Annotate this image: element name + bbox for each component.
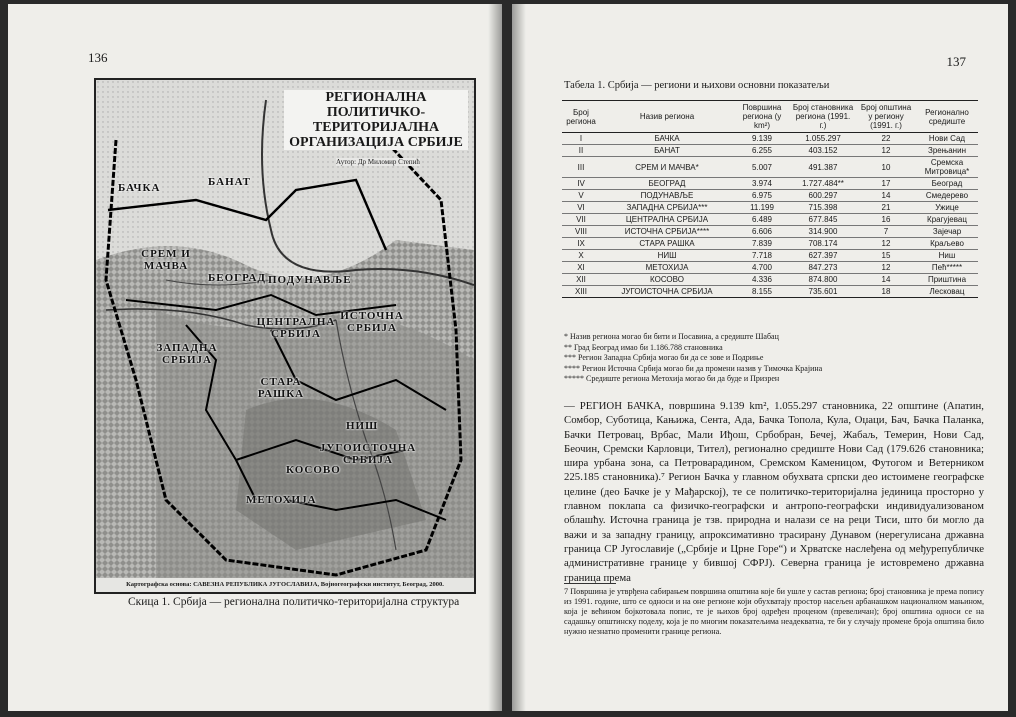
map-footer: Картографска основа: САВЕЗНА РЕПУБЛИКА ЈУГОСЛАВИЈА, Војногеографски институт, Београд, 2000.: [96, 578, 474, 592]
table-cell: ЦЕНТРАЛНА СРБИЈА: [600, 214, 734, 226]
table-cell: VII: [562, 214, 600, 226]
table-cell: 14: [856, 190, 916, 202]
table-cell: 18: [856, 286, 916, 298]
table-cell: 677.845: [790, 214, 856, 226]
table-row: [562, 226, 978, 238]
region-label-srem-macva: СРЕМ И МАЧВА: [141, 248, 191, 272]
table-cell: 627.397: [790, 250, 856, 262]
table-row: [562, 286, 978, 298]
map-title-line: ПОЛИТИЧКО-ТЕРИТОРИЈАЛНА: [312, 105, 440, 135]
table-row: [562, 250, 978, 262]
table-row: [562, 145, 978, 157]
table-cell: 5.007: [734, 157, 790, 178]
table-cell: 15: [856, 250, 916, 262]
table-cell: 4.700: [734, 262, 790, 274]
region-label-kosovo: КОСОВО: [286, 464, 341, 476]
table-cell: 600.297: [790, 190, 856, 202]
region-label-stara-raska: СТАРА РАШКА: [257, 376, 305, 400]
table-cell: 491.387: [790, 157, 856, 178]
table-cell: 9.139: [734, 133, 790, 145]
table-cell: 6.606: [734, 226, 790, 238]
table-cell: 14: [856, 274, 916, 286]
table-cell: XIII: [562, 286, 600, 298]
table-header-cell: Површина региона (у km²): [734, 101, 790, 133]
table-cell: 715.398: [790, 202, 856, 214]
table-cell: 4.336: [734, 274, 790, 286]
table-cell: 17: [856, 178, 916, 190]
table-cell: ИСТОЧНА СРБИЈА****: [600, 226, 734, 238]
table-cell: III: [562, 157, 600, 178]
table-cell: Приштина: [916, 274, 978, 286]
region-label-banat: БАНАТ: [208, 176, 251, 188]
region-label-backa: БАЧКА: [118, 182, 161, 194]
table-cell: 8.155: [734, 286, 790, 298]
table-cell: X: [562, 250, 600, 262]
table-header-cell: Број становника региона (1991. г.): [790, 101, 856, 133]
table-cell: 6.975: [734, 190, 790, 202]
table-title: Табела 1. Србија — региони и њихови основни показатељи: [564, 80, 830, 91]
page-number: 136: [88, 50, 108, 65]
table-cell: VI: [562, 202, 600, 214]
page-number: 137: [946, 54, 966, 69]
page-gutter-shadow: [488, 4, 502, 711]
table-note: ** Град Београд имао би 1.186.788 становника: [564, 342, 723, 352]
table-cell: Пећ*****: [916, 262, 978, 274]
region-label-jugoistocna-srbija: ЈУГОИСТОЧНА СРБИЈА: [319, 442, 417, 466]
table-header-cell: Број региона: [562, 101, 600, 133]
table-cell: БАЧКА: [600, 133, 734, 145]
body-paragraph: — РЕГИОН БАЧКА, површина 9.139 km², 1.055.297 становника, 22 општине (Апатин, Сомбор, Суботица, Кањижа, Сента, Ада, Бачка Топола, Кула, Оџаци, Бач, Бачка Паланка, Бачки Петровац, Врбас, Мали Иђош, Србобран, Бечеј, Жабаљ, Темерин, Нови Сад, Беочин, Сремски Карловци, Тител), регионално средиште Нови Сад (179.626 становника; шира урбана зона, са Петроварадином, Сремском Каменицом, Футогом и Ветерником 225.185 становника).⁷ Регион Бачка у главном обухвата српски део истоимене географске целине (део Бачке је у Мађарској), те се политичко-територијална јединица просторно у главном поклапа са физичко-географски и антропо-географски индивидуализованом облашћу. Источна граница је тзв. природна и налази се на реци Тиси, што би могло да важи и за западну границу, апроксимативно трасирану Дунавом (нерегулисана државна граница СР Југославије („Србије и Црне Горе“) и Хрватске наслеђена од међурепубличке административне границе у бившој СФРЈ). Северна граница је истовремено државна граница према: [564, 400, 984, 584]
table-row: [562, 274, 978, 286]
table-row: [562, 190, 978, 202]
region-label-metohija: МЕТОХИЈА: [246, 494, 317, 506]
table-cell: VIII: [562, 226, 600, 238]
region-label-podunavlje: ПОДУНАВЉЕ: [268, 274, 352, 286]
map-title-line: РЕГИОНАЛНА: [325, 90, 427, 105]
table-cell: СРЕМ И МАЧВА*: [600, 157, 734, 178]
map-author: Аутор: Др Миломир Степић: [336, 158, 420, 166]
table-cell: 12: [856, 238, 916, 250]
table-cell: I: [562, 133, 600, 145]
table-cell: 1.727.484**: [790, 178, 856, 190]
table-cell: 708.174: [790, 238, 856, 250]
footnote: 7 Површина је утврђена сабирањем површина општина које би ушле у састав региона; број становника је према попису из 1991. године, што се односи и на оне регионе који обухватају простор насељен арбанашком националном мањином, која је већином бојкотовала попис, те је њихов број одређен проценом (превеличан); број општина односи се на садашњу општинску поделу, која је по многим показатељима неадекватна, те би у случају промене броја општина било нужно незнатно променити границе региона.: [564, 587, 984, 636]
table-cell: Зајечар: [916, 226, 978, 238]
table-cell: 314.900: [790, 226, 856, 238]
table-cell: Сремска Митровица*: [916, 157, 978, 178]
table-cell: 16: [856, 214, 916, 226]
table-cell: 11.199: [734, 202, 790, 214]
table-cell: Зрењанин: [916, 145, 978, 157]
table-cell: 22: [856, 133, 916, 145]
table-row: [562, 238, 978, 250]
table-header-cell: Број општина у региону (1991. г.): [856, 101, 916, 133]
table-cell: Крагујевац: [916, 214, 978, 226]
table-cell: IX: [562, 238, 600, 250]
table-body: [562, 133, 978, 298]
table-row: [562, 133, 978, 145]
table-header-cell: Регионално средиште: [916, 101, 978, 133]
table-cell: 12: [856, 262, 916, 274]
figure-caption: Скица 1. Србија — регионална политичко-територијална структура: [128, 596, 460, 608]
table-cell: 7: [856, 226, 916, 238]
table-row: [562, 202, 978, 214]
table-cell: КОСОВО: [600, 274, 734, 286]
table-cell: Ужице: [916, 202, 978, 214]
region-label-beograd: БЕОГРАД: [208, 272, 266, 284]
table-cell: XII: [562, 274, 600, 286]
table-cell: 12: [856, 145, 916, 157]
table-note: ***** Средиште региона Метохија могао би да буде и Призрен: [564, 374, 780, 383]
table-cell: МЕТОХИЈА: [600, 262, 734, 274]
region-label-centralna-srbija: ЦЕНТРАЛНА СРБИЈА: [256, 316, 336, 340]
table-cell: Смедерево: [916, 190, 978, 202]
table-header-cell: Назив региона: [600, 101, 734, 133]
table-notes: [564, 332, 984, 385]
table-cell: Краљево: [916, 238, 978, 250]
table-note: **** Регион Источна Србија могао би да промени назив у Тимочка Крајина: [564, 363, 823, 373]
footnote-divider: [564, 583, 616, 584]
table-cell: ЈУГОИСТОЧНА СРБИЈА: [600, 286, 734, 298]
right-page: [512, 4, 1008, 711]
table-cell: 735.601: [790, 286, 856, 298]
table-cell: 3.974: [734, 178, 790, 190]
table-cell: II: [562, 145, 600, 157]
table-row: [562, 262, 978, 274]
table-cell: НИШ: [600, 250, 734, 262]
table-cell: 6.489: [734, 214, 790, 226]
table-cell: ЗАПАДНА СРБИЈА***: [600, 202, 734, 214]
table-row: [562, 178, 978, 190]
table-cell: IV: [562, 178, 600, 190]
table-cell: 403.152: [790, 145, 856, 157]
left-page: [8, 4, 502, 711]
table-cell: Ниш: [916, 250, 978, 262]
region-label-zapadna-srbija: ЗАПАДНА СРБИЈА: [156, 342, 218, 366]
table-note: *** Регион Западна Србија могао би да се зове и Подриње: [564, 353, 764, 362]
region-label-istocna-srbija: ИСТОЧНА СРБИЈА: [340, 310, 404, 334]
regions-table: [562, 100, 978, 298]
table-row: [562, 157, 978, 178]
table-cell: 874.800: [790, 274, 856, 286]
table-cell: 847.273: [790, 262, 856, 274]
page-gutter-shadow: [512, 4, 526, 711]
region-label-nis: НИШ: [346, 420, 379, 432]
table-cell: 1.055.297: [790, 133, 856, 145]
table-cell: Лесковац: [916, 286, 978, 298]
table-cell: Нови Сад: [916, 133, 978, 145]
table-cell: V: [562, 190, 600, 202]
table-cell: 7.839: [734, 238, 790, 250]
map-title: [284, 90, 468, 150]
table-row: [562, 214, 978, 226]
table-cell: 21: [856, 202, 916, 214]
table-cell: БЕОГРАД: [600, 178, 734, 190]
table-header-row: [562, 101, 978, 133]
table-cell: 7.718: [734, 250, 790, 262]
serbia-region-map: [94, 78, 476, 594]
table-cell: ПОДУНАВЉЕ: [600, 190, 734, 202]
map-title-line: ОРГАНИЗАЦИЈА СРБИЈЕ: [289, 135, 463, 150]
table-cell: СТАРА РАШКА: [600, 238, 734, 250]
table-note: * Назив региона могао би бити и Посавина, а средиште Шабац: [564, 332, 779, 341]
table-cell: XI: [562, 262, 600, 274]
table-cell: 6.255: [734, 145, 790, 157]
table-cell: 10: [856, 157, 916, 178]
table-cell: БАНАТ: [600, 145, 734, 157]
table-cell: Београд: [916, 178, 978, 190]
